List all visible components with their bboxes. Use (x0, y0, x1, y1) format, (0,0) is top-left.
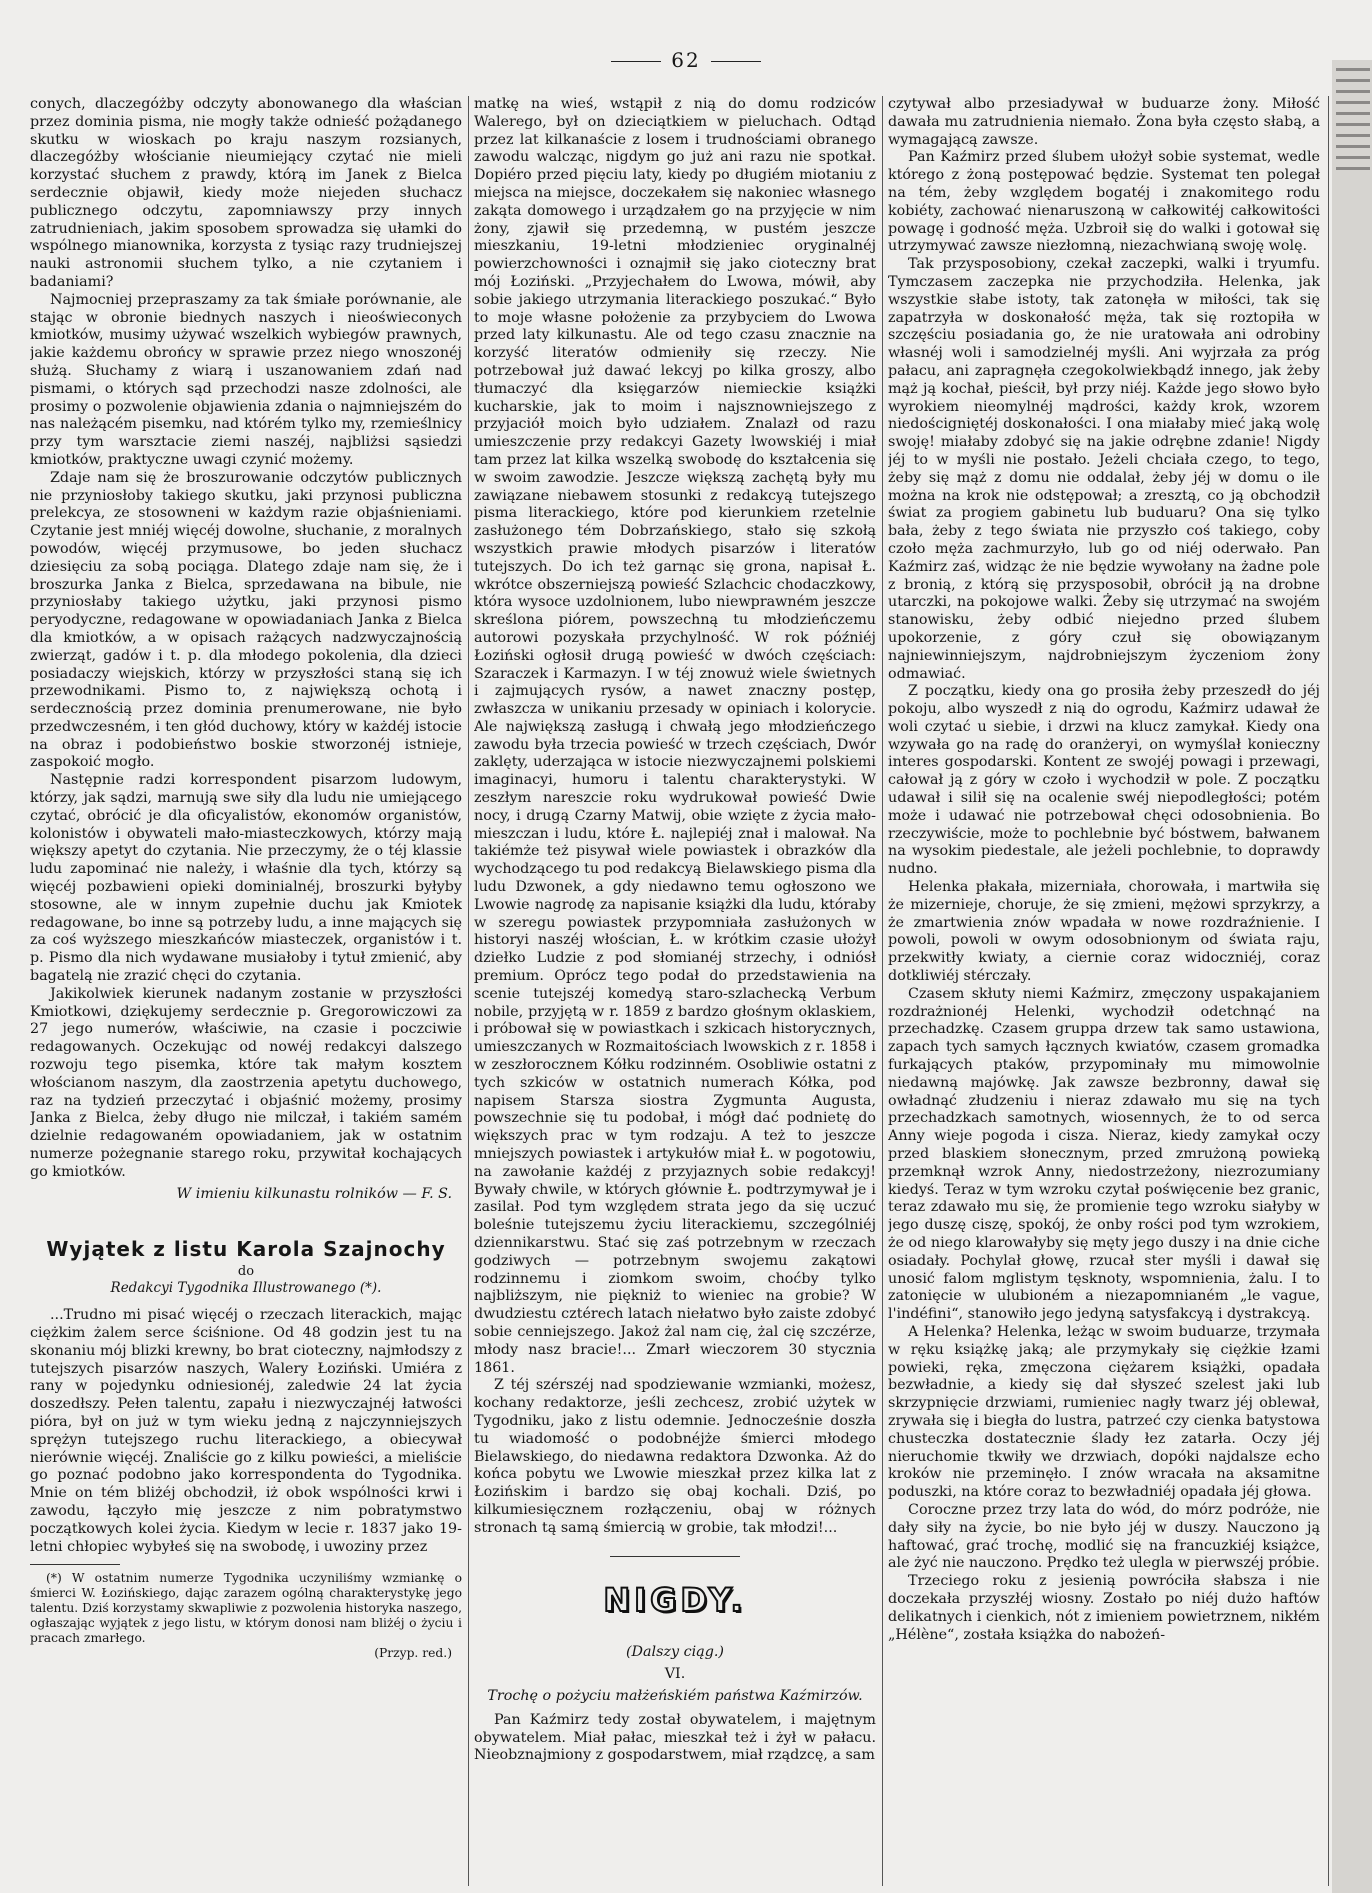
page-number-dash-left (611, 61, 661, 62)
footnote-attribution: (Przyp. red.) (374, 1646, 452, 1661)
column1-paragraph: Następnie radzi korrespondent pisarzom ludowym, którzy, jak sądzi, marnują swe siły dla ludu nie umiejącego czytać, obrócić je dla oficyalistów, ekonomów organistów, kolonistów i obywateli mało-miasteczkowych, którzy mają większy apetyt do czytania. Nie przeczymy, że o téj klassie ludu zapominać nie należy, i właśnie dla tych, którzy są więcéj pozbawieni opieki dominialnéj, broszurki byłyby stosowne, ale w innym zupełnie duchu jak Kmiotek redagowane, bo inne są potrzeby ludu, a inne mających się za coś wyższego mieszkańców miasteczek, organistów i t. p. Pismo dla nich wydawane musiałoby i tytuł zmienić, aby bagatelą nie zrazić chęci do czytania. (30, 772, 462, 985)
letter-signature: W imieniu kilkunastu rolników — F. S. (176, 1185, 452, 1202)
story-title: NIGDY. (603, 1580, 747, 1619)
column3-paragraph: czytywał albo przesiadywał w buduarze żony. Miłość dawała mu zatrudnienia niemało. Żona była często słabą, a wymagającą zawsze. (888, 96, 1320, 148)
column1-paragraph: Jakikolwiek kierunek nadanym zostanie w przyszłości Kmiotkowi, dziękujemy serdecznie p. Gregorowiczowi za 27 jego numerów, właściwie, na czasie i poczciwie redagowanych. Oczekując od nowéj redakcyi dalszego rozwoju tego pisemka, które tak małym kosztem włościanom naszym, dla zaostrzenia apetytu duchowego, raz na tydzień przeczytać i objaśnić możemy, prosimy Janka z Bielca, żeby długo nie milczał, i takiém samém dzielnie redagowaném opowiadaniem, jak w ostatnim numerze pożegnanie starego roku, przywitał kochających go kmiotków. (30, 985, 462, 1180)
column3-paragraph: Coroczne przez trzy lata do wód, do mórz podróże, nie dały siły na życie, bo nie było jéj w duszy. Nauczono ją haftować, grać trochę, modlić się na francuzkiéj książce, ale żyć nie nauczono. Prędko też ulegla w pierwszéj próbie. (888, 1501, 1320, 1572)
column3-paragraph: Pan Kaźmirz przed ślubem ułożył sobie systemat, wedle którego z żoną postępować będzie. Systemat ten polegał na tém, żeby względem bogatéj i znakomitego rodu kobiéty, zachować nienaruszoną w całkowitéj całkowitości powagę i godność męża. Uzbroił się do walki i gotował się utrzymywać zawsze niezłomną, niezachwianą swoję wolę. (888, 149, 1320, 255)
letter-do: do (237, 1264, 255, 1280)
footnote-rule (30, 1564, 120, 1565)
column3-paragraph: Helenka płakała, mizerniała, chorowała, i martwiła się że mizernieje, choruje, że się zmieni, mężowi sprzykrzy, a że zmartwienia znów wpadała w nowe rozdraźnienie. I powoli, powoli w owym odosobnionym od świata raju, przekwitły kwiaty, a ciernie coraz widoczniéj, coraz dotkliwiéj stérczały. (888, 879, 1320, 985)
column3-paragraph: Tak przysposobiony, czekał zaczepki, walki i tryumfu. Tymczasem zaczepka nie przychodziła. Helenka, jak wszystkie słabe istoty, tak zatonęła w miłości, tak się zapatrzyła w doskonałość męża, tak się roztopiła w szczęściu posiadania go, że nie uratowała ani odrobiny własnéj woli i samodzielnéj myśli. Ani wyjrzała za próg pałacu, ani zapragnęła czegokolwiekbądź innego, jak żeby mąż ją kochał, pieścił, był przy niéj. Każde jego słowo było wyrokiem nieomylnéj mądrości, każdy krok, wzorem niedościgniętéj doskonałości. I ona miałaby mieć jaką wolę swoję! miałaby zdobyć się na jakie odrębne zdanie! Nigdy jéj to w myśli nie postało. Jeżeli chciała czego, to tego, żeby się mąż z domu nie oddalał, żeby jéj w domu o ile można na krok nie odstępował; a zresztą, co ją obchodził świat za progiem gabinetu lub buduaru? Ona się tylko bała, żeby z tego świata nie przyszło coś takiego, coby czoło męża zachmurzyło, lub go od niéj oderwało. Pan Kaźmirz zaś, widząc że nie będzie wywołany na żadne pole z bronią, z którą się przysposobił, obrócił ją na drobne utarczki, na pokojowe walki. Żeby się utrzymać na swojém stanowisku, żeby odbić niejedno przed ślubem upokorzenie, z góry czuł się obowiązanym najniewinniejszym, najdrobniejszym życzeniom żony odmawiać. (888, 256, 1320, 682)
facing-page-line (1336, 68, 1370, 71)
page-number (0, 48, 1372, 72)
section-rule (610, 1556, 740, 1557)
facing-page-line (1336, 90, 1370, 93)
facing-page-edge (1332, 60, 1372, 1893)
story-continued: (Dalszy ciąg.) (625, 1644, 724, 1661)
letter-recipient: Redakcyi Tygodnika Illustrowanego (*). (110, 1280, 382, 1297)
page-number-dash-right (711, 61, 761, 62)
column-rule-1 (468, 96, 469, 1886)
facing-page-line (1336, 123, 1370, 126)
column3-paragraph: Z początku, kiedy ona go prosiła żeby przeszedł do jéj pokoju, albo wyszedł z nią do ogrodu, Kaźmirz udawał że woli czytać u siebie, i drzwi na klucz zamykał. Kiedy ona wzywała go na radę do oranżeryi, on wymyślał konieczny interes gospodarski. Kontent ze swojéj powagi i przewagi, całował ją z góry w czoło i wychodził w pole. Z początku udawał i silił się na ocalenie swéj niepodległości; potém może i udawać nie potrzebował chęci odosobnienia. Bo rzeczywiście, może to pochlebnie być bóstwem, bałwanem na wysokim piedestale, ale jeżeli pochlebnie, to doprawdy nudno. (888, 683, 1320, 878)
footnote (30, 1571, 462, 1646)
column1-paragraph: conych, dlaczegóżby odczyty abonowanego dla właścian przez dominia pisma, nie mogły także odnieść pożądanego skutku w wioskach po kraju naszym rozsianych, dlaczegóżby włościanie nieumiejący czytać nie mieli korzystać słuchem z prawdy, którą im Janek z Bielca serdecznie objawił, kiedy może niejeden słuchacz publicznego odczytu, zapomniawszy przy innych zatrudnieniach, jakim sposobem sprowadza się ułamki do wspólnego mianownika, korzysta z tysiąc razy trudniejszej nauki astronomii słuchem tylko, a nie czytaniem i badaniami? (30, 96, 462, 290)
facing-page-line (1336, 167, 1370, 170)
letter-paragraph: ...Trudno mi pisać więcéj o rzeczach literackich, mając ciężkim żalem serce ściśnione. Od 48 godzin jest tu na skonaniu mój blizki krewny, bo brat cioteczny, najmłodszy z tutejszych pisarzów naszych, Walery Łoziński. Umiéra z rany w pojedynku odniesionéj, zaledwie 24 lat życia doszedłszy. Pełen talentu, zapału i niezwyczajnéj łatwości pióra, był on już w tym wieku jedną z najczynniejszych sprężyn tutejszego ruchu literackiego, a obiecywał nierównie więcéj. Znaliście go z kilku powieści, a mieliście go poznać podobno jako korrespondenta do Tygodnika. Mnie on tém bliżéj obchodził, iż obok wspólności krwi i zawodu, łączyło mię jeszcze z nim pobratymstwo początkowych kolei życia. Kiedym w lecie r. 1837 jako 19-letni chłopiec wybyłeś się na swobodę, i uwoziny przez (30, 1307, 462, 1555)
column3-paragraph: A Helenka? Helenka, leżąc w swoim buduarze, trzymała w ręku książkę jaką; ale przymykały się ciężkie łzami powieki, ręka, zmęczona ciężarem książki, opadała bezwładnie, a kiedy się dał słyszeć szelest jaki lub skrzypnięcie drzwiami, rumieniec nagły twarz jéj oblewał, zrywała się i biegła do lustra, patrzeć czy cienka batystowa chusteczka dostatecznie ślady łez zatarła. Oczy jéj nieruchomie tkwiły we drzwiach, dopóki najdalsze echo kroków nie przeminęło. I znów wracała na aksamitne poduszki, na które coraz to bezwładniéj opadała jéj głowa. (888, 1323, 1320, 1501)
column3-paragraph: Czasem skłuty niemi Kaźmirz, zmęczony uspakajaniem rozdrażnionéj Helenki, wychodził odetchnąć na przechadzkę. Czasem gruppa drzew tak samo ustawiona, zapach tych samych łącznych kwiatów, czasem gromadka furkających ptaków, przypominały mu mimowolnie niedawną majówkę. Jak zawsze bezbronny, dawał się owładnąć złudzeniu i nieraz zdawało mu się na tych przechadzkach samotnych, wiosennych, że to od serca Anny wieje pogoda i cisza. Nieraz, kiedy zamykał oczy przed blaskiem słonecznym, przed zmrużoną powieką przemknął wzrok Anny, niedostrzeżony, niezrozumiany kiedyś. Teraz w tym wzroku czytał poświęcenie bez granic, teraz zdawało mu się, że promienie tego wzroku siałyby w jego duszę ciszę, spokój, że onby rości pod tym wzrokiem, że od niego klarowałyby się męty jego duszy i na dnie ciche osiadały. Pochylał głowę, rzucał ster myśli i dawał się unosić falom mglistym tęsknoty, wspomnienia, żalu. I to zatonięcie w ulubioném a niezapomnianém „le vague, l'indéfini“, stanowiło jego jedyną satysfakcyą i dystrakcyą. (888, 985, 1320, 1323)
column-1 (30, 96, 462, 1886)
column2-paragraph: Z téj szérszéj nad spodziewanie wzmianki, możesz, kochany redaktorze, jeśli zechcesz, zrobić użytek w Tygodniku, jako z listu odemnie. Jednocześnie doszła tu wiadomość o podobnéjże śmierci młodego Bielawskiego, do niedawna redaktora Dzwonka. Aż do końca pobytu we Lwowie mieszkał przez kilka lat z Łozińskim i bardzo się obaj kochali. Dziś, po kilkumiesięcznem rozłączeniu, obaj w różnych stronach tą samą śmiercią w grobie, tak młodzi!... (474, 1377, 876, 1536)
facing-page-line (1336, 79, 1370, 82)
column-2 (474, 96, 876, 1886)
facing-page-line (1336, 101, 1370, 104)
story-paragraph: Pan Kaźmirz tedy został obywatelem, i majętnym obywatelem. Miał pałac, mieszkał też i żył w pałacu. Nieobznajmiony z gospodarstwem, miał rządzcę, a sam (474, 1711, 876, 1764)
facing-page-line (1336, 134, 1370, 137)
story-subtitle: Trochę o pożyciu małżeńskiém państwa Kaźmirzów. (487, 1687, 863, 1704)
footnote-text: (*) W ostatnim numerze Tygodnika uczyniliśmy wzmiankę o śmierci W. Łozińskiego, dając zarazem ogólną charakterystykę jego talentu. Dziś korzystamy skwapliwie z pozwolenia historyka naszego, ogłaszając wyjątek z jego listu, w którym donosi nam bliżéj o życiu i pracach zmarłego. (30, 1571, 462, 1646)
column1-paragraph: Zdaje nam się że broszurowanie odczytów publicznych nie przyniosłoby takiego skutku, jaki przynosi publiczna prelekcya, ze stosowneni w każdym razie objaśnieniami. Czytanie jest mniéj więcéj dowolne, słuchanie, z moralnych powodów, więcéj przymusowe, bo jeden słuchacz dziesięciu za sobą pociąga. Dlatego zdaje nam się, że i broszurka Janka z Bielca, sprzedawana na bibule, nie przyniosłaby takiego użytku, jaki przynosi pismo peryodyczne, redagowane w opowiadaniach Janka z Bielca dla kmiotków, a w opisach rażących nadzwyczajnością zwierząt, gadów i t. p. dla młodego pokolenia, dla dzieci posiadaczy wiejskich, którzy w przyszłości staną się ich przewodnikami. Pismo to, z największą ochotą i serdecznością przez dominia prenumerowane, nie było przedwczesném, i ten głód duchowy, który w każdéj istocie na obraz i podobieństwo boskie stworzonéj istnieje, zaspokoić mogło. (30, 469, 462, 771)
column3-paragraph: Trzeciego roku z jesienią powróciła słabsza i nie doczekała przyszłéj wiosny. Zostało po niéj dużo haftów delikatnych i cienkich, nót z imieniem powietrznem, nikłém „Hélène“, została książka do nabożeń- (888, 1573, 1320, 1643)
story-chapter: VI. (664, 1666, 686, 1683)
letter-title: Wyjątek z listu Karola Szajnochy (46, 1237, 446, 1262)
facing-page-line (1336, 145, 1370, 148)
facing-page-line (1336, 156, 1370, 159)
column1-paragraph: Najmocniej przepraszamy za tak śmiałe porównanie, ale stając w obronie biednych naszych i nieoświeconych kmiotków, musimy używać wszelkich wybiegów prawnych, jakie każdemu obrońcy w sprawie przez niego wnoszonéj służą. Słuchamy z wiarą i uszanowaniem zdań nad pismami, o których sąd przechodzi nasze zdolności, ale prosimy o pozwolenie objawienia zdania o najmniejszém do nas należącém pisemku, nad którém tylko my, rzemieślnicy przy tym warsztacie ziemi naszéj, najbliżsi sąsiedzi kmiotków, praktyczne uwagi czynić możemy. (30, 291, 462, 468)
facing-page-line (1336, 112, 1370, 115)
column-rule-3 (1328, 96, 1329, 1886)
page-number-text: 62 (671, 48, 701, 72)
column2-paragraph: matkę na wieś, wstąpił z nią do domu rodziców Walerego, był on dzieciątkiem w pieluchach. Odtąd przez lat kilkanaście z losem i trudnościami obranego zawodu walcząc, nigdym go już ani razu nie spotkał. Dopiéro przed pięciu laty, kiedy po długiém miotaniu z miejsca na miejsce, doczekałem się nakoniec własnego zakąta domowego i urządzałem go na przyjęcie w nim żony, zjawił się przedemną, w pustém jeszcze mieszkaniu, 19-letni młodzieniec oryginalnéj powierzchowności i oznajmił się jako cioteczny brat mój Łoziński. „Przyjechałem do Lwowa, mówił, aby sobie jakiego utrzymania literackiego poszukać.“ Było to moje własne położenie za przybyciem do Lwowa przed laty kilkunastu. Ale od tego czasu znacznie na korzyść literatów odmieniły się rzeczy. Nie potrzebował już dawać lekcyj po kilka groszy, albo tłumaczyć dla księgarzów niemieckie książki kucharskie, jak to moim i najsznowniejszego z przyjaciół moich było udziałem. Znalazł od razu umieszczenie przy redakcyi Gazety lwowskiéj i miał tam przez lat kilka wszelką swobodę do kształcenia się w swoim zawodzie. Jeszcze większą zachętą były mu zawiązane niebawem stosunki z redakcyą tutejszego pisma literackiego, które pod kierunkiem rzetelnie zasłużonego tém Dobrzańskiego, stało się szkołą wszystkich prawie młodych pisarzów i literatów tutejszych. Do ich też garnąc się grona, napisał Ł. wkrótce obszerniejszą powieść Szlachcic chodaczkowy, która wysoce uzdolnionem, lubo niewprawném jeszcze skreślona piórem, powszechną tu młodzieńczemu autorowi pozyskała przychylność. W rok późniéj Łoziński ogłosił drugą powieść w dwóch częściach: Szaraczek i Karmazyn. I w téj znowuż wiele świetnych i zajmujących rysów, a nawet znaczny postęp, zwłaszcza w unikaniu przesady w opiniach i kolorycie. Ale największą zasługą i chwałą jego młodzieńczego zawodu była trzecia powieść w trzech częściach, Dwór zaklęty, uderzająca w istocie niezwyczajnemi polskiemi imaginacyi, humoru i talentu charakterystyki. W zeszłym nareszcie roku wydrukował powieść Dwie nocy, i drugą Czarny Matwij, obie wzięte z życia mało-mieszczan i ludu, które Ł. najlepiéj znał i malował. Na takiémże też pisywał wiele powiastek i obrazków dla wychodzącego tu pod redakcyą Bielawskiego pisma dla ludu Dzwonek, a gdy niedawno temu ogłoszono we Lwowie nagrodę za napisanie książki dla ludu, któraby w szeregu powiastek przypomniała zasłużonych w historyi naszéj włościan, Ł. w krótkim czasie ułożył dziełko Ludzie z pod słomianéj strzechy, i odniósł premium. Oprócz tego podał do przedstawienia na scenie tutejszéj komedyą staro-szlachecką Verbum nobile, przyjętą w r. 1859 z bardzo głośnym oklaskiem, i próbował się w powiastkach i szkicach historycznych, umieszczanych w Rozmaitościach lwowskich z r. 1858 i w zeszłorocznem Kółku rodzinném. Osobliwie ostatni z tych szkiców w ostatnich numerach Kółka, pod napisem Starsza siostra Zygmunta Augusta, powszechnie się tu podobał, i mógł dać podnietę do większych prac w tym rodzaju. A też to jeszcze mniejszych powiastek i artykułów miał Ł. w pogotowiu, na zawołanie każdéj z przyjaznych sobie redakcyj! Bywały chwile, w których głównie Ł. podtrzymywał je i zasilał. Pod tym względem strata jego da się uczuć boleśnie tutejszemu życiu literackiemu, szczególniéj dziennikarstwu. Stać się zaś potrzebnym w rzeczach godziwych — potrzebnym swojemu zakątowi rodzinnemu i ziomkom swoim, choćby tylko najbliższym, nie piękniż to wieniec na grobie? W dwudziestu cztérech latach niełatwo było zaiste zdobyć sobie cenniejszego. Jakoż żal nam cię, żal cię szczérze, młody nasz bracie!... Zmarł wieczorem 30 stycznia 1861. (474, 96, 876, 1376)
column-rule-2 (882, 96, 883, 1886)
column-3 (888, 96, 1320, 1886)
